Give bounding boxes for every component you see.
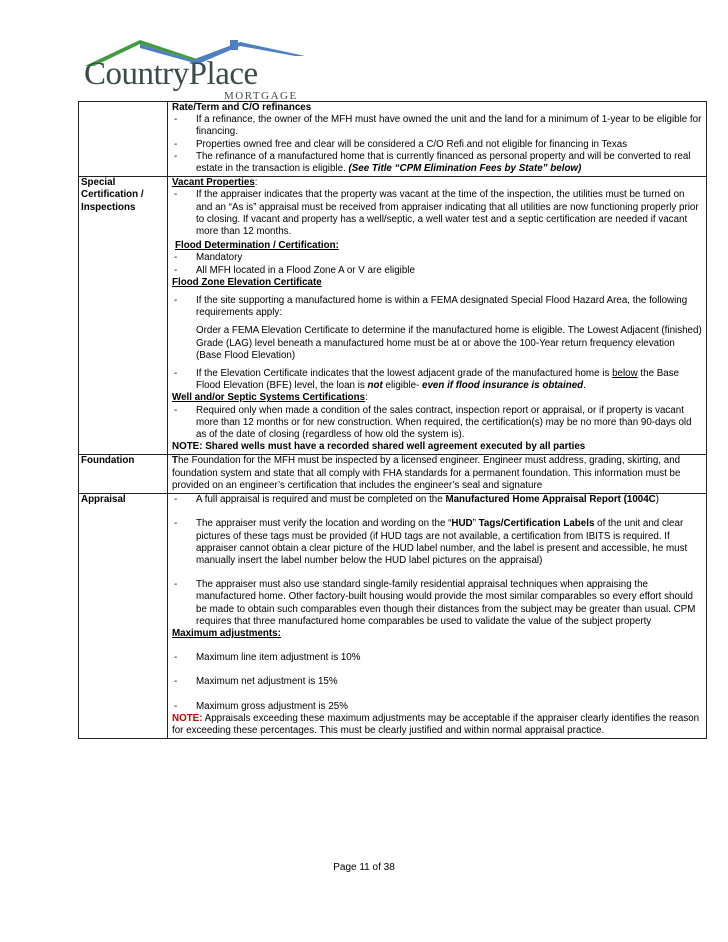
list-item: - Required only when made a condition of the sales contract, inspection report or appraisal, or if property is vacant more than 12 months or for new construction. When required, the certification(s) may be no more than 90-days old as of the date of closing (regardless of how old the system is). <box>174 404 692 441</box>
row-label: Appraisal <box>79 494 168 739</box>
vacant-heading: Vacant Properties: <box>172 177 258 189</box>
list-item: - If the Elevation Certificate indicates that the lowest adjacent grade of the manufactured home is below the Base Flood Elevation (BFE) level, the loan is not eligible- even if flood insurance is obtained. <box>174 368 680 392</box>
logo-wordmark: CountryPlace <box>84 56 258 92</box>
page-number: Page 11 of 38 <box>333 862 395 873</box>
row-content <box>168 494 707 739</box>
list-item: - Maximum net adjustment is 15% <box>174 676 338 688</box>
row-content <box>168 102 707 177</box>
list-item: - The appraiser must verify the location and wording on the “HUD” Tags/Certification Labels of the unit and clear pictures of these tags must be provided (if HUD tags are not available, a certification from IBITS is required. If appraiser cannot obtain a clear picture of the HUD label number, and the label is present and accessible, he must manually insert the label number below the HUD label pictures on the appraisal) <box>174 518 688 566</box>
row-label: Foundation <box>79 455 168 494</box>
list-item: - The appraiser must also use standard single-family residential appraisal techniques when appraising the manufactured home. Other factory-built housing would provide the most similar comparables so every effort should be made to obtain such comparables even though their distances from the subject may be greater than usual. CPM requires that three manufactured home comparables be used to validate the value of the subject property <box>174 579 696 627</box>
list-item: - A full appraisal is required and must be completed on the Manufactured Home Appraisal Report (1004C) <box>174 494 660 506</box>
row-foundation <box>79 455 707 494</box>
refi-heading: Rate/Term and C/O refinances <box>172 102 312 113</box>
row-refinances <box>79 102 707 177</box>
paragraph: Order a FEMA Elevation Certificate to determine if the manufactured home is eligible. The Lowest Adjacent (finished) Grade (LAG) level beneath a manufactured home must be at or above the 100-Year return frequency elevation (Base Flood Elevation) <box>196 325 702 361</box>
list-item: - Maximum gross adjustment is 25% <box>174 700 348 712</box>
list-item: - If a refinance, the owner of the MFH must have owned the unit and the land for a minimum of 1-year to be eligible for financing. <box>174 114 702 138</box>
row-label <box>79 102 168 177</box>
company-logo <box>80 38 320 102</box>
guidelines-table <box>78 101 707 739</box>
list-item: - The refinance of a manufactured home that is currently financed as personal property and will be converted to real estate in the transaction is eligible. (See Title “CPM Elimination Fees by State” below) <box>174 150 691 175</box>
list-item: - Properties owned free and clear will be considered a C/O Refi and not eligible for financing in Texas <box>174 138 628 150</box>
see-title-note: (See Title “CPM Elimination Fees by State” below) <box>348 163 582 175</box>
list-item: - If the site supporting a manufactured home is within a FEMA designated Special Flood Hazard Area, the following requirements apply: <box>174 295 688 319</box>
list-item: - If the appraiser indicates that the property was vacant at the time of the inspection, the utilities must be turned on and an “As is” appraisal must be received from appraiser indicating that all utilities are now functioning properly prior to closing. If vacant and property has a well/septic, a well water test and a septic certification are needed if vacant more than 12 months. <box>174 189 699 238</box>
row-content: The Foundation for the MFH must be inspected by a licensed engineer. Engineer must address, grading, skirting, and foundation system and state that all comply with FHA standards for a permanent foundation. This information must be provided on an engineer’s certification that includes the engineer’s seal and signature <box>168 455 707 494</box>
well-note: NOTE: Shared wells must have a recorded shared well agreement executed by all parties <box>172 441 586 453</box>
list-item: - All MFH located in a Flood Zone A or V are eligible <box>174 264 415 276</box>
flood-heading: Flood Determination / Certification: <box>175 240 339 252</box>
row-appraisal <box>79 494 707 739</box>
appraisal-note: NOTE: Appraisals exceeding these maximum adjustments may be acceptable if the appraiser clearly identifies the reason for exceeding these percentages. This must be clearly justified and within normal appraisal practice. <box>172 712 700 736</box>
max-adjustments-heading: Maximum adjustments: <box>172 627 281 639</box>
logo-subtext: MORTGAGE <box>224 90 298 102</box>
row-special-certification <box>79 177 707 455</box>
well-heading: Well and/or Septic Systems Certifications: <box>172 392 368 404</box>
list-item: - Mandatory <box>174 252 243 264</box>
fzec-heading: Flood Zone Elevation Certificate <box>172 276 322 288</box>
row-content <box>168 177 707 455</box>
list-item: - Maximum line item adjustment is 10% <box>174 652 361 664</box>
row-label: Special Certification / Inspections <box>79 177 168 455</box>
